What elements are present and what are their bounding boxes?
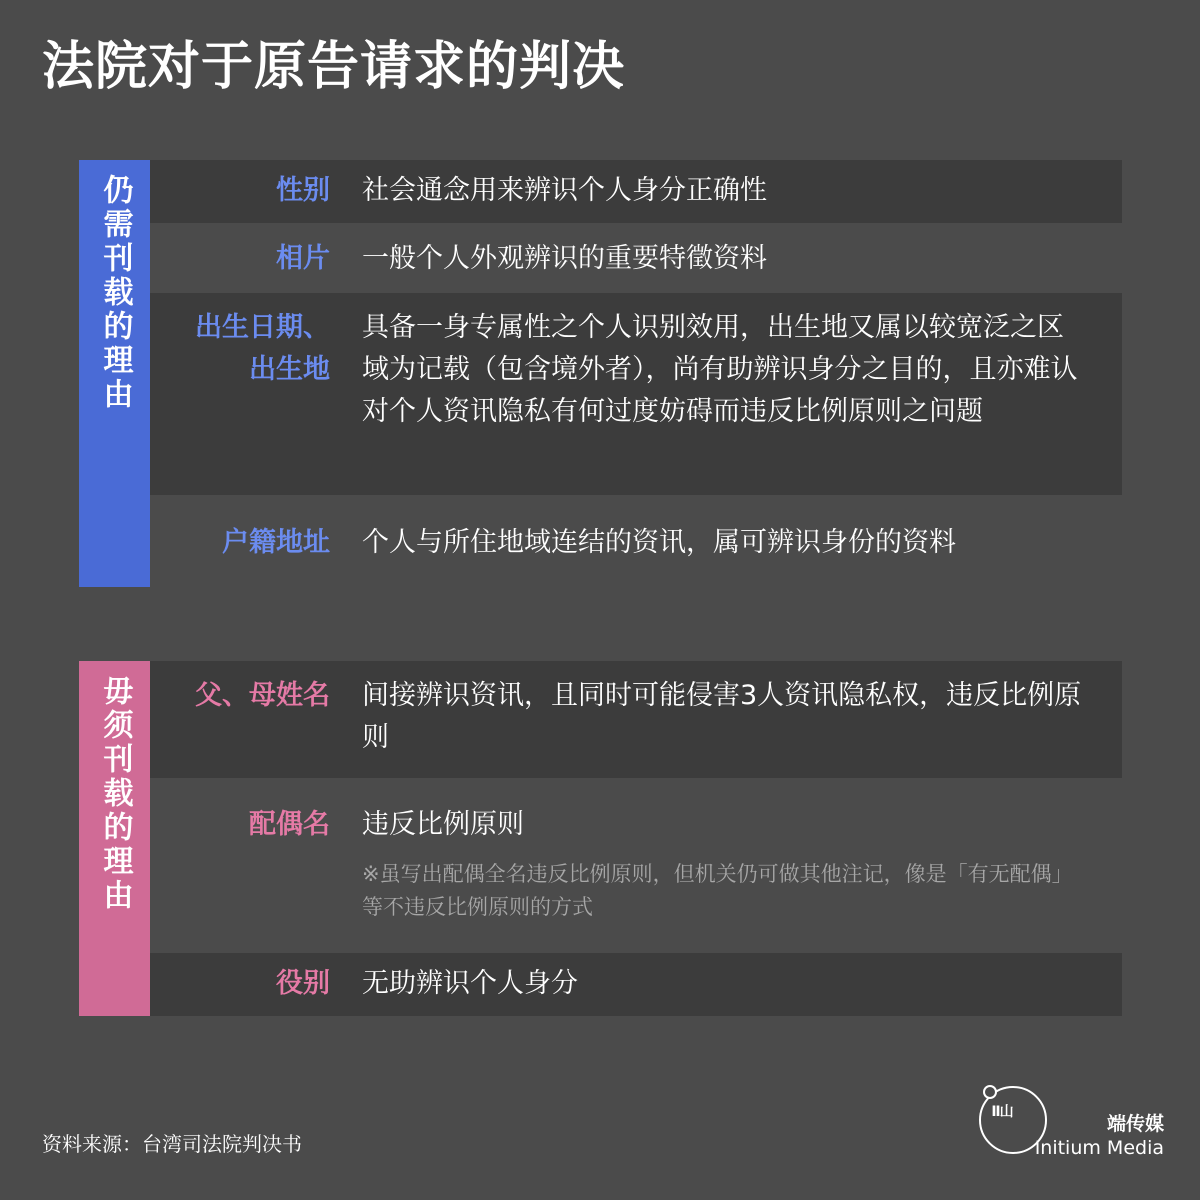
row-military [150, 953, 1122, 1016]
page-title: 法院对于原告请求的判决 [42, 37, 626, 97]
brand-name-en: Initium Media [1034, 1137, 1164, 1159]
row-photo [150, 223, 1122, 293]
exempt-side-bar [79, 661, 150, 1016]
row-parents [150, 661, 1122, 778]
row-label-line2: 出生地 [249, 354, 330, 385]
source-caption: 资料来源：台湾司法院判决书 [42, 1132, 302, 1156]
row-label: 相片 [276, 243, 330, 274]
required-side-bar [79, 160, 150, 587]
brand-name-cn: 端传媒 [1106, 1113, 1164, 1135]
row-note: ※虽写出配偶全名违反比例原则，但机关仍可做其他注记，像是「有无配偶」等不违反比例原则的方式 [362, 862, 1073, 919]
logo-glyph: Ⅱ山 [991, 1104, 1013, 1120]
row-address [150, 495, 1122, 587]
logo-dot-icon [983, 1085, 997, 1099]
exempt-side-label: 毋须刊载的理由 [97, 675, 133, 913]
row-label: 户籍地址 [222, 527, 330, 558]
row-desc: 一般个人外观辨识的重要特徵资料 [362, 243, 767, 274]
row-desc: 社会通念用来辨识个人身分正确性 [362, 175, 767, 206]
row-birth [150, 293, 1122, 495]
exempt-group [79, 661, 1122, 1016]
row-label: 役别 [276, 968, 330, 999]
row-label: 出生日期、 [195, 312, 330, 343]
row-desc: 无助辨识个人身分 [362, 968, 578, 999]
row-label: 配偶名 [249, 809, 330, 840]
row-desc: 个人与所住地域连结的资讯，属可辨识身份的资料 [362, 527, 956, 558]
row-desc: 间接辨识资讯，且同时可能侵害3人资讯隐私权，违反比例原则 [362, 680, 1082, 753]
row-desc: 违反比例原则 [362, 809, 524, 840]
row-label: 父、母姓名 [195, 680, 330, 711]
row-desc: 具备一身专属性之个人识别效用，出生地又属以较宽泛之区域为记载（包含境外者），尚有助辨识身分之目的，且亦难认对个人资讯隐私有何过度妨碍而违反比例原则之问题 [362, 312, 1078, 427]
row-spouse [150, 778, 1122, 953]
required-side-label: 仍需刊载的理由 [97, 174, 133, 412]
row-gender [150, 160, 1122, 223]
row-label: 性别 [276, 175, 330, 206]
required-group [79, 160, 1122, 587]
